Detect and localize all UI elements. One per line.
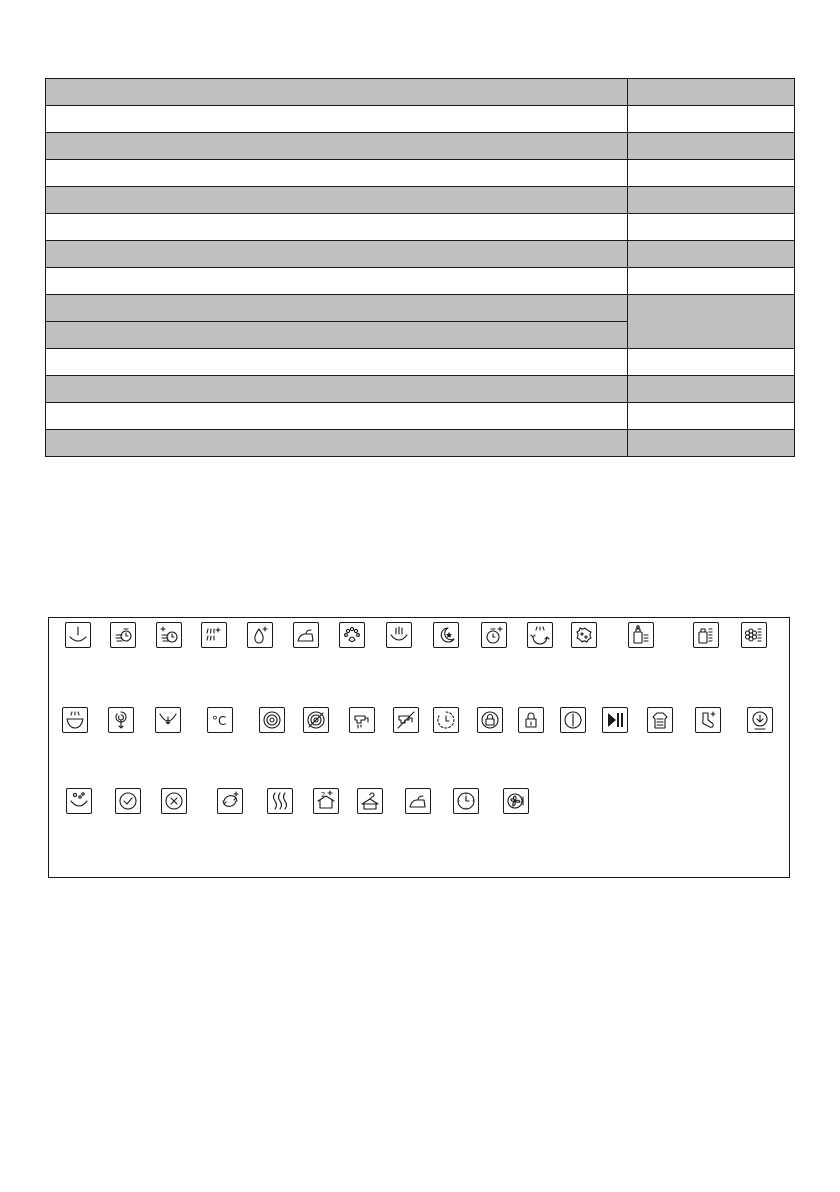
prewash-icon — [62, 707, 88, 733]
table-row-label-cell — [45, 348, 628, 376]
pet-hair-icon — [339, 622, 365, 648]
steam-refresh-icon — [527, 622, 553, 648]
svg-text:°C: °C — [212, 714, 227, 728]
spin-icon — [259, 707, 285, 733]
icon-legend-panel — [48, 617, 790, 878]
table-row-value-cell — [627, 132, 795, 160]
tub-temperature-icon — [65, 622, 91, 648]
remaining-time-icon — [433, 707, 459, 733]
done-check-icon — [115, 788, 141, 814]
table-row-value-cell — [627, 213, 795, 241]
table-row-value-cell — [627, 240, 795, 268]
iron-dry-icon — [405, 788, 431, 814]
no-water-icon — [393, 707, 419, 733]
sock-plus-icon — [695, 707, 721, 733]
table-row-value-cell — [627, 294, 795, 349]
table-row-label-cell — [45, 402, 628, 430]
table-row-label-cell — [45, 294, 628, 322]
table-row-label-cell — [45, 132, 628, 160]
drain-icon — [155, 707, 181, 733]
table-row-label-cell — [45, 240, 628, 268]
iron-easy-icon — [293, 622, 319, 648]
quick-wash-icon — [110, 622, 136, 648]
table-row-label-cell — [45, 78, 628, 106]
night-mode-icon — [433, 622, 459, 648]
table-row-label-cell — [45, 105, 628, 133]
table-row-value-cell — [627, 348, 795, 376]
no-spin-icon — [303, 707, 329, 733]
spin-drain-icon — [108, 707, 134, 733]
table-row-value-cell — [627, 267, 795, 295]
shower-rinse-icon — [201, 622, 227, 648]
spec-table — [45, 78, 795, 456]
cancel-icon — [161, 788, 187, 814]
table-row-value-cell — [627, 429, 795, 457]
table-row-label-cell — [45, 159, 628, 187]
extra-rinse-icon — [217, 788, 243, 814]
table-row-value-cell — [627, 375, 795, 403]
table-row-label-cell — [45, 186, 628, 214]
wardrobe-icon — [647, 707, 673, 733]
bubble-soak-icon — [66, 788, 92, 814]
start-pause-icon — [602, 707, 628, 733]
table-row-label-cell — [45, 429, 628, 457]
child-lock-icon — [518, 707, 544, 733]
timer-plus-icon — [481, 622, 507, 648]
table-row-label-cell — [45, 375, 628, 403]
extra-water-icon — [247, 622, 273, 648]
table-row-value-cell — [627, 159, 795, 187]
table-row-label-cell — [45, 213, 628, 241]
power-icon — [560, 707, 586, 733]
clock-icon — [453, 788, 479, 814]
svg-text:2: 2 — [321, 791, 326, 799]
download-icon — [747, 707, 773, 733]
table-row-value-cell — [627, 186, 795, 214]
softener-level-icon — [741, 622, 767, 648]
table-row-value-cell — [627, 78, 795, 106]
hanger-dry-icon — [357, 788, 383, 814]
detergent-level-icon — [693, 622, 719, 648]
hand-wash-icon — [386, 622, 412, 648]
tap-water-icon — [349, 707, 375, 733]
dry-heat-icon — [267, 788, 293, 814]
table-row-value-cell — [627, 402, 795, 430]
fan-icon — [503, 788, 529, 814]
table-row-label-cell — [45, 321, 628, 349]
door-lock-icon — [477, 707, 503, 733]
allergy-care-icon — [628, 622, 654, 648]
stain-icon — [571, 622, 597, 648]
temperature-icon — [207, 707, 233, 733]
dry-level-plus-icon — [313, 788, 339, 814]
table-row-label-cell — [45, 267, 628, 295]
delay-start-plus-icon — [156, 622, 182, 648]
table-row-value-cell — [627, 105, 795, 133]
